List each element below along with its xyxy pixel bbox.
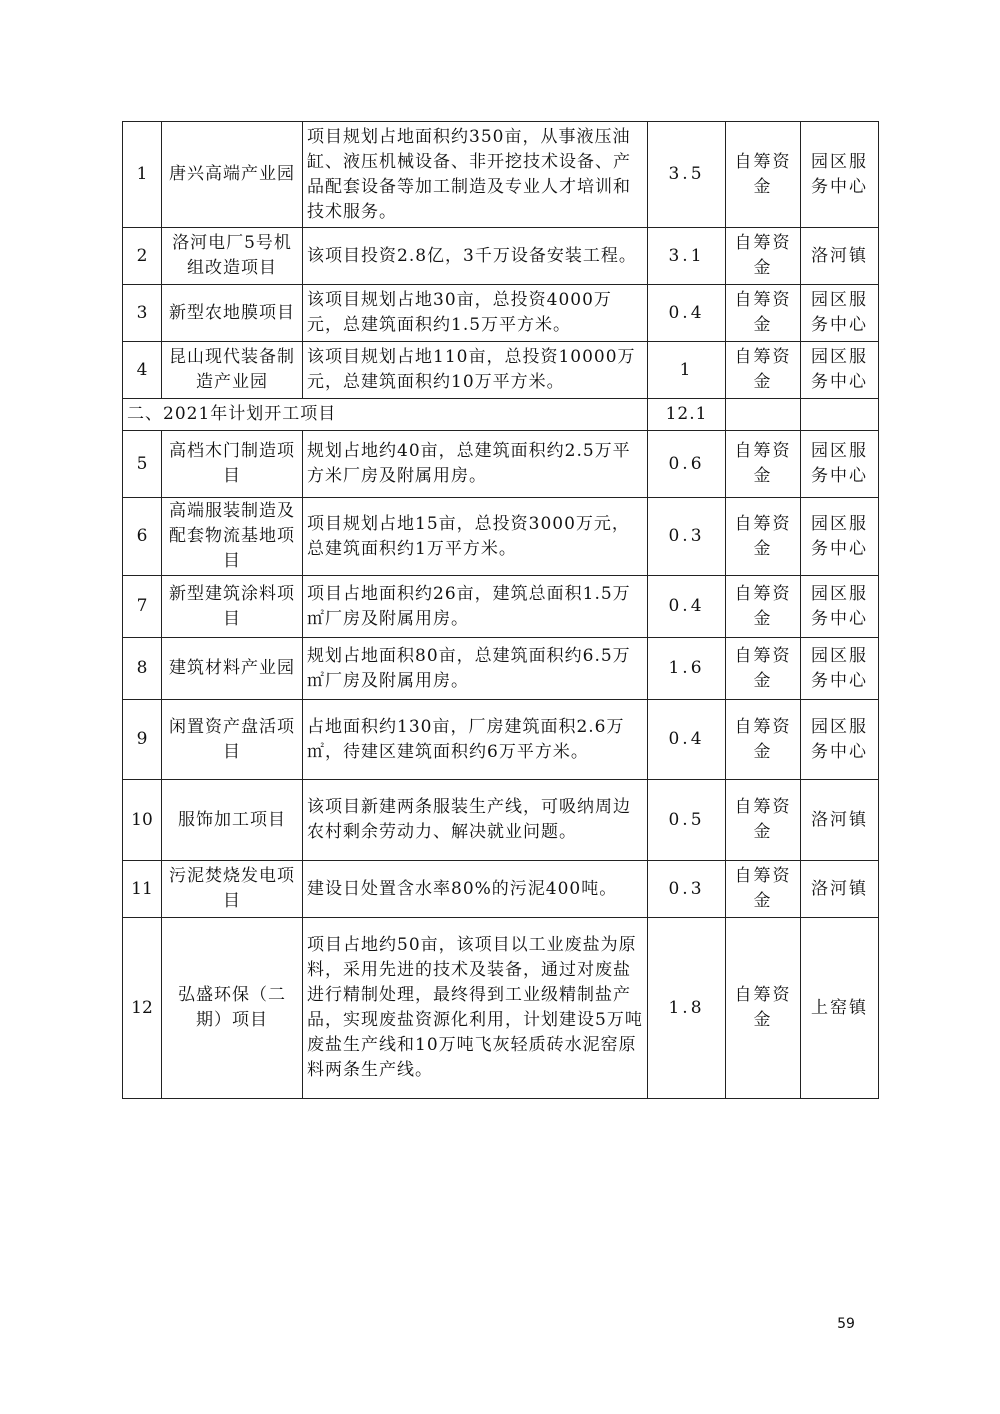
project-name: 闲置资产盘活项目 xyxy=(162,700,303,780)
table-row xyxy=(123,285,879,342)
empty-cell xyxy=(801,399,879,431)
funding-source: 自筹资金 xyxy=(726,700,801,780)
responsible-unit: 园区服务中心 xyxy=(801,122,879,228)
funding-source: 自筹资金 xyxy=(726,122,801,228)
project-description: 项目占地约50亩，该项目以工业废盐为原料，采用先进的技术及装备，通过对废盐进行精制处理，最终得到工业级精制盐产品，实现废盐资源化利用，计划建设5万吨废盐生产线和10万吨飞灰轻质砖水泥窑原料两条生产线。 xyxy=(303,918,648,1099)
row-number: 12 xyxy=(123,918,162,1099)
responsible-unit: 园区服务中心 xyxy=(801,700,879,780)
project-table xyxy=(122,121,879,1099)
row-number: 1 xyxy=(123,122,162,228)
table-row xyxy=(123,122,879,228)
funding-source: 自筹资金 xyxy=(726,228,801,285)
row-number: 5 xyxy=(123,431,162,498)
empty-cell xyxy=(726,399,801,431)
funding-source: 自筹资金 xyxy=(726,498,801,576)
responsible-unit: 园区服务中心 xyxy=(801,498,879,576)
responsible-unit: 洛河镇 xyxy=(801,228,879,285)
responsible-unit: 洛河镇 xyxy=(801,780,879,861)
row-number: 10 xyxy=(123,780,162,861)
investment-amount: 1.6 xyxy=(648,638,726,700)
project-name: 高档木门制造项目 xyxy=(162,431,303,498)
project-description: 项目规划占地面积约350亩，从事液压油缸、液压机械设备、非开挖技术设备、产品配套设备等加工制造及专业人才培训和技术服务。 xyxy=(303,122,648,228)
table-row xyxy=(123,228,879,285)
responsible-unit: 园区服务中心 xyxy=(801,576,879,638)
project-description: 该项目新建两条服装生产线，可吸纳周边农村剩余劳动力、解决就业问题。 xyxy=(303,780,648,861)
project-name: 弘盛环保（二期）项目 xyxy=(162,918,303,1099)
section-row xyxy=(123,399,879,431)
responsible-unit: 上窑镇 xyxy=(801,918,879,1099)
table-row xyxy=(123,638,879,700)
funding-source: 自筹资金 xyxy=(726,576,801,638)
responsible-unit: 洛河镇 xyxy=(801,861,879,918)
project-description: 占地面积约130亩，厂房建筑面积2.6万㎡，待建区建筑面积约6万平方米。 xyxy=(303,700,648,780)
project-description: 建设日处置含水率80%的污泥400吨。 xyxy=(303,861,648,918)
row-number: 8 xyxy=(123,638,162,700)
project-description: 该项目规划占地110亩，总投资10000万元，总建筑面积约10万平方米。 xyxy=(303,342,648,399)
project-description: 规划占地面积80亩，总建筑面积约6.5万㎡厂房及附属用房。 xyxy=(303,638,648,700)
table-row xyxy=(123,498,879,576)
project-name: 昆山现代装备制造产业园 xyxy=(162,342,303,399)
investment-amount: 1.8 xyxy=(648,918,726,1099)
table-row xyxy=(123,780,879,861)
project-description: 该项目规划占地30亩，总投资4000万元，总建筑面积约1.5万平方米。 xyxy=(303,285,648,342)
investment-amount: 3.5 xyxy=(648,122,726,228)
section-total-amount: 12.1 xyxy=(648,399,726,431)
project-description: 该项目投资2.8亿，3千万设备安装工程。 xyxy=(303,228,648,285)
funding-source: 自筹资金 xyxy=(726,638,801,700)
responsible-unit: 园区服务中心 xyxy=(801,638,879,700)
funding-source: 自筹资金 xyxy=(726,431,801,498)
responsible-unit: 园区服务中心 xyxy=(801,431,879,498)
table-row xyxy=(123,431,879,498)
funding-source: 自筹资金 xyxy=(726,285,801,342)
table-row xyxy=(123,918,879,1099)
row-number: 4 xyxy=(123,342,162,399)
project-name: 唐兴高端产业园 xyxy=(162,122,303,228)
investment-amount: 1 xyxy=(648,342,726,399)
project-description: 项目规划占地15亩，总投资3000万元，总建筑面积约1万平方米。 xyxy=(303,498,648,576)
section-title: 二、2021年计划开工项目 xyxy=(123,399,648,431)
funding-source: 自筹资金 xyxy=(726,861,801,918)
investment-amount: 0.3 xyxy=(648,861,726,918)
project-name: 服饰加工项目 xyxy=(162,780,303,861)
investment-amount: 3.1 xyxy=(648,228,726,285)
row-number: 9 xyxy=(123,700,162,780)
table-row xyxy=(123,342,879,399)
investment-amount: 0.4 xyxy=(648,285,726,342)
funding-source: 自筹资金 xyxy=(726,342,801,399)
table-row xyxy=(123,576,879,638)
project-name: 建筑材料产业园 xyxy=(162,638,303,700)
row-number: 3 xyxy=(123,285,162,342)
project-name: 新型农地膜项目 xyxy=(162,285,303,342)
funding-source: 自筹资金 xyxy=(726,918,801,1099)
project-name: 污泥焚烧发电项目 xyxy=(162,861,303,918)
investment-amount: 0.3 xyxy=(648,498,726,576)
row-number: 7 xyxy=(123,576,162,638)
investment-amount: 0.5 xyxy=(648,780,726,861)
project-name: 新型建筑涂料项目 xyxy=(162,576,303,638)
investment-amount: 0.4 xyxy=(648,700,726,780)
investment-amount: 0.4 xyxy=(648,576,726,638)
project-table-body xyxy=(123,122,879,1099)
table-row xyxy=(123,700,879,780)
page-number: 59 xyxy=(837,1316,855,1332)
row-number: 6 xyxy=(123,498,162,576)
responsible-unit: 园区服务中心 xyxy=(801,285,879,342)
row-number: 2 xyxy=(123,228,162,285)
table-row xyxy=(123,861,879,918)
project-name: 高端服装制造及配套物流基地项目 xyxy=(162,498,303,576)
project-description: 规划占地约40亩，总建筑面积约2.5万平方米厂房及附属用房。 xyxy=(303,431,648,498)
funding-source: 自筹资金 xyxy=(726,780,801,861)
project-name: 洛河电厂5号机组改造项目 xyxy=(162,228,303,285)
responsible-unit: 园区服务中心 xyxy=(801,342,879,399)
investment-amount: 0.6 xyxy=(648,431,726,498)
row-number: 11 xyxy=(123,861,162,918)
project-description: 项目占地面积约26亩，建筑总面积1.5万㎡厂房及附属用房。 xyxy=(303,576,648,638)
